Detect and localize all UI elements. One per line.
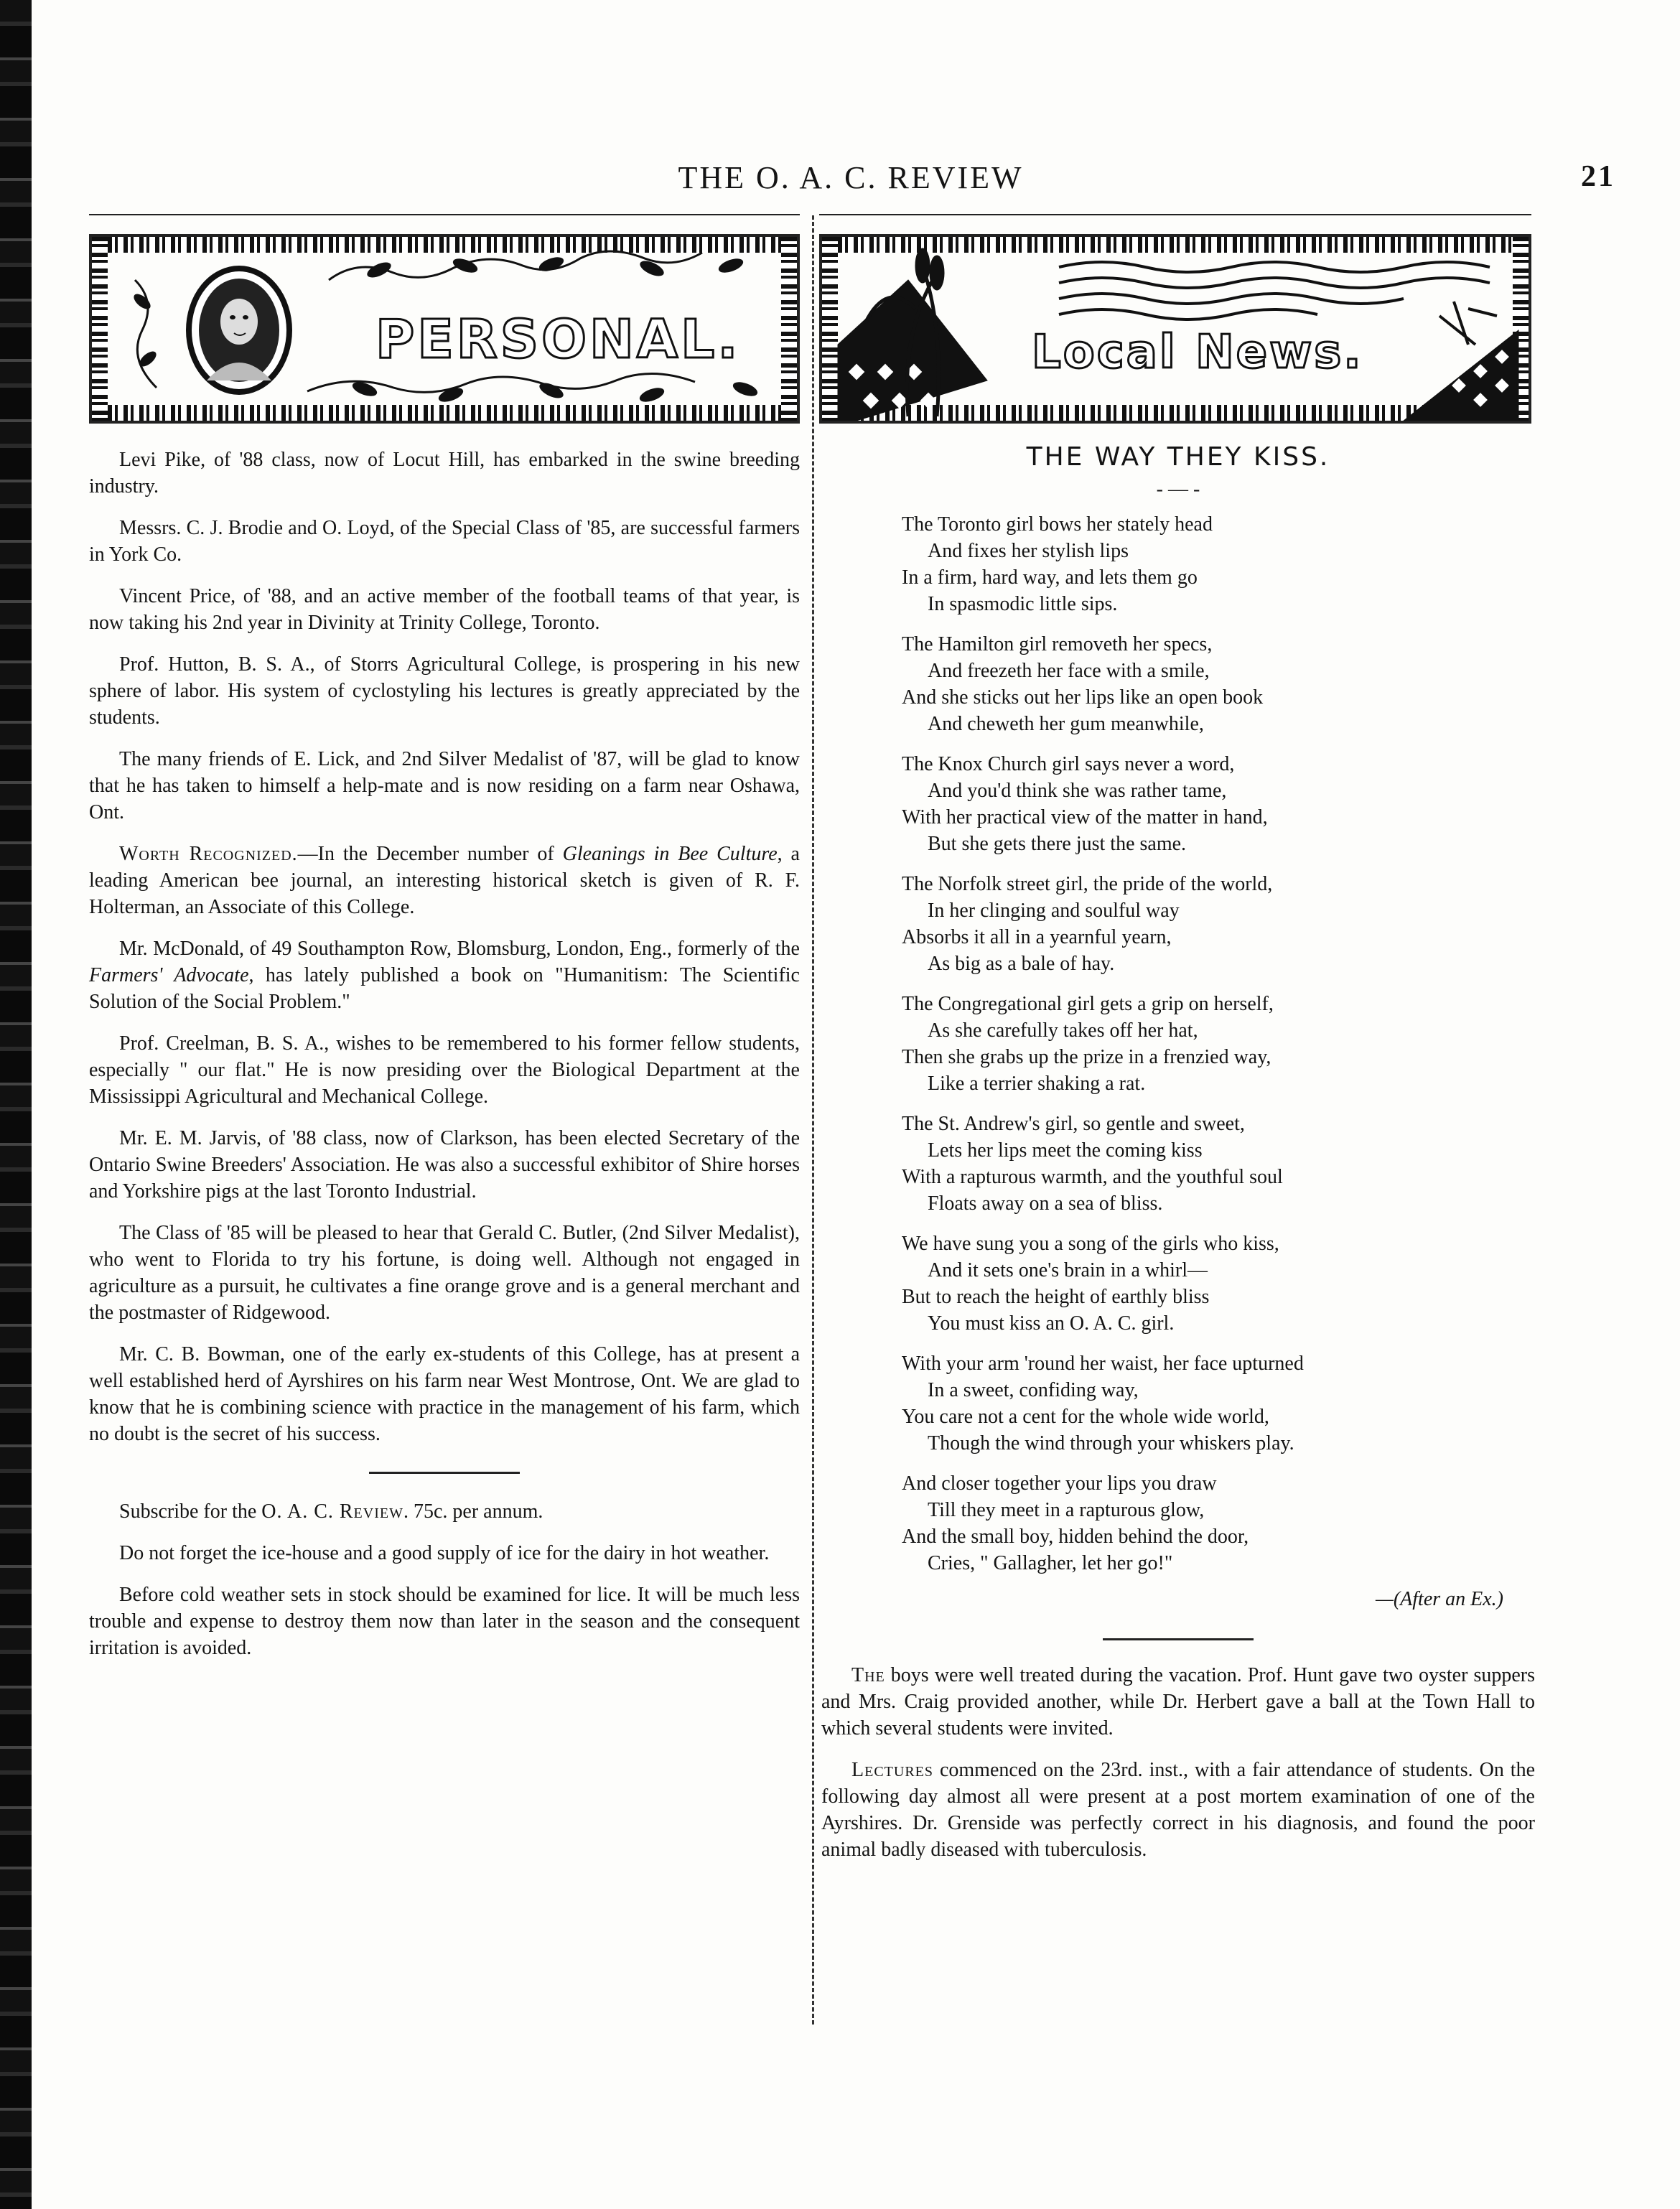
item-lead: The <box>851 1664 885 1686</box>
poem-line: And it sets one's brain in a whirl— <box>928 1259 1208 1281</box>
page-number: 21 <box>1581 160 1615 193</box>
personal-column <box>89 447 800 1676</box>
poem-line: And freezeth her face with a smile, <box>928 660 1210 682</box>
personal-item: Messrs. C. J. Brodie and O. Loyd, of the Special Class of '85, are successful farmers in York Co. <box>89 517 800 566</box>
poem-ornament-dash: - — - <box>1156 478 1200 500</box>
item-lead: Worth Recognized. <box>119 843 298 865</box>
journal-title: Farmers' Advocate <box>89 964 249 986</box>
poem-line: We have sung you a song of the girls who kiss, <box>902 1233 1279 1255</box>
poem-line: The Norfolk street girl, the pride of the world, <box>902 873 1273 895</box>
poem-line: And closer together your lips you draw <box>902 1472 1217 1495</box>
poem-line: Till they meet in a rapturous glow, <box>928 1499 1205 1521</box>
poem-line: In her clinging and soulful way <box>928 900 1180 922</box>
poem-line: With her practical view of the matter in hand, <box>902 806 1268 828</box>
notice-item: Before cold weather sets in stock should be examined for lice. It will be much less trouble and expense to destroy them now than later in the season and the consequent irritation is avoided. <box>89 1584 800 1659</box>
poem-line: But she gets there just the same. <box>928 833 1187 855</box>
poem-stanza <box>902 871 1535 977</box>
poem-stanza <box>902 1470 1535 1577</box>
personal-item: Mr. C. B. Bowman, one of the early ex-students of this College, has at present a well established herd of Ayrshires on his farm near West Montrose, Ont. We are glad to know that he is combining science with practice in the management of his farm, which no doubt is the secret of his success. <box>89 1343 800 1445</box>
section-divider <box>1103 1638 1254 1640</box>
header-rule-right <box>819 214 1531 215</box>
poem-line: In a firm, hard way, and lets them go <box>902 566 1198 589</box>
personal-item: The Class of '85 will be pleased to hear that Gerald C. Butler, (2nd Silver Medalist), who went to Florida to try his fortune, is doing well. Although not engaged in agriculture as a pursuit, he cultivates a fine orange grove and is a general merchant and the postmaster of Ridgewood. <box>89 1222 800 1324</box>
poem-line: The St. Andrew's girl, so gentle and sweet, <box>902 1113 1245 1135</box>
personal-banner-title: PERSONAL. <box>375 309 741 370</box>
personal-item: Prof. Hutton, B. S. A., of Storrs Agricultural College, is prospering in his new sphere of labor. His system of cyclostyling his lectures is greatly appreciated by the students. <box>89 653 800 729</box>
poem-line: The Knox Church girl says never a word, <box>902 753 1235 775</box>
poem-line: You care not a cent for the whole wide world, <box>902 1406 1269 1428</box>
poem-line: With your arm 'round her waist, her face upturned <box>902 1353 1304 1375</box>
personal-banner <box>89 234 800 424</box>
poem-line: The Congregational girl gets a grip on herself, <box>902 993 1274 1015</box>
personal-item: Prof. Creelman, B. S. A., wishes to be remembered to his former fellow students, especially " our flat." He is now presiding over the Biological Department at the Mississippi Agricultural and Mechanical College. <box>89 1032 800 1108</box>
poem-line: And fixes her stylish lips <box>928 540 1129 562</box>
poem-stanza <box>902 751 1535 857</box>
poem-line: As big as a bale of hay. <box>928 953 1115 975</box>
item-lead: Lectures <box>851 1759 933 1781</box>
page-binding-edge <box>0 0 32 2209</box>
poem-line: Absorbs it all in a yearnful yearn, <box>902 926 1172 948</box>
poem-body <box>821 511 1535 1577</box>
poem-line: The Toronto girl bows her stately head <box>902 513 1213 536</box>
local-news-banner <box>819 234 1531 424</box>
poem-line: And she sticks out her lips like an open book <box>902 686 1264 709</box>
personal-item: Vincent Price, of '88, and an active member of the football teams of that year, is now taking his 2nd year in Divinity at Trinity College, Toronto. <box>89 585 800 634</box>
local-news-banner-title: Local News. <box>1032 326 1363 379</box>
local-news-item: The boys were well treated during the vacation. Prof. Hunt gave two oyster suppers and Mrs. Craig provided another, while Dr. Herbert gave a ball at the Town Hall to which several students were invited. <box>821 1664 1535 1739</box>
publication-title: THE O. A. C. REVIEW <box>678 160 1024 195</box>
local-news-item: Lectures commenced on the 23rd. inst., with a fair attendance of students. On the following day almost all were present at a post mortem examination of one of the Ayrshires. Dr. Grenside was perfectly correct in his diagnosis, and found the poor animal badly diseased with tuberculosis. <box>821 1759 1535 1861</box>
poem-title: THE WAY THEY KISS. <box>1026 442 1330 472</box>
poem-line: And the small boy, hidden behind the door, <box>902 1526 1249 1548</box>
column-separator <box>812 215 814 2024</box>
poem-stanza <box>902 1350 1535 1457</box>
poem-stanza <box>902 1111 1535 1217</box>
poem-line: And cheweth her gum meanwhile, <box>928 713 1204 735</box>
header-rule-left <box>89 214 800 215</box>
poem-stanza <box>902 511 1535 617</box>
journal-title: Gleanings in Bee Culture <box>562 843 778 865</box>
poem-line: Cries, " Gallagher, let her go!" <box>928 1552 1173 1574</box>
running-header <box>86 159 1615 195</box>
local-news-column <box>821 442 1535 1878</box>
notice-item: Do not forget the ice-house and a good supply of ice for the dairy in hot weather. <box>119 1542 770 1564</box>
poem-stanza <box>902 631 1535 737</box>
poem-line: Though the wind through your whiskers play. <box>928 1432 1294 1454</box>
poem-line: The Hamilton girl removeth her specs, <box>902 633 1213 655</box>
poem-line: And you'd think she was rather tame, <box>928 780 1227 802</box>
poem-line: Floats away on a sea of bliss. <box>928 1192 1163 1215</box>
personal-item: Levi Pike, of '88 class, now of Locut Hill, has embarked in the swine breeding industry. <box>89 449 800 498</box>
poem-line: Then she grabs up the prize in a frenzied way, <box>902 1046 1271 1068</box>
personal-item: Mr. E. M. Jarvis, of '88 class, now of Clarkson, has been elected Secretary of the Ontario Swine Breeders' Association. He was also a successful exhibitor of Shire horses and Yorkshire pigs at the last Toronto Industrial. <box>89 1127 800 1202</box>
section-divider <box>369 1472 520 1474</box>
poem-line: As she carefully takes off her hat, <box>928 1019 1198 1042</box>
poem-stanza <box>902 991 1535 1097</box>
personal-item: Worth Recognized.—In the December number of Gleanings in Bee Culture, a leading American bee journal, an interesting historical sketch is given of R. F. Holterman, an Associate of this College. <box>89 843 800 918</box>
poem-line: In a sweet, confiding way, <box>928 1379 1139 1401</box>
poem-stanza <box>902 1230 1535 1337</box>
poem-line: In spasmodic little sips. <box>928 593 1118 615</box>
poem-line: Like a terrier shaking a rat. <box>928 1073 1146 1095</box>
poem-line: But to reach the height of earthly bliss <box>902 1286 1210 1308</box>
poem-line: With a rapturous warmth, and the youthful soul <box>902 1166 1283 1188</box>
poem-line: You must kiss an O. A. C. girl. <box>928 1312 1175 1335</box>
personal-item: Mr. McDonald, of 49 Southampton Row, Blomsburg, London, Eng., formerly of the Farmers' Advocate, has lately published a book on "Humanitism: The Scientific Solution of the Social Problem." <box>89 938 800 1013</box>
subscription-notice: Subscribe for the O. A. C. Review. 75c. per annum. <box>119 1500 543 1523</box>
poem-line: Lets her lips meet the coming kiss <box>928 1139 1203 1162</box>
personal-item: The many friends of E. Lick, and 2nd Silver Medalist of '87, will be glad to know that he has taken to himself a help-mate and is now residing on a farm near Oshawa, Ont. <box>89 748 800 823</box>
poem-attribution: —(After an Ex.) <box>1375 1588 1503 1610</box>
